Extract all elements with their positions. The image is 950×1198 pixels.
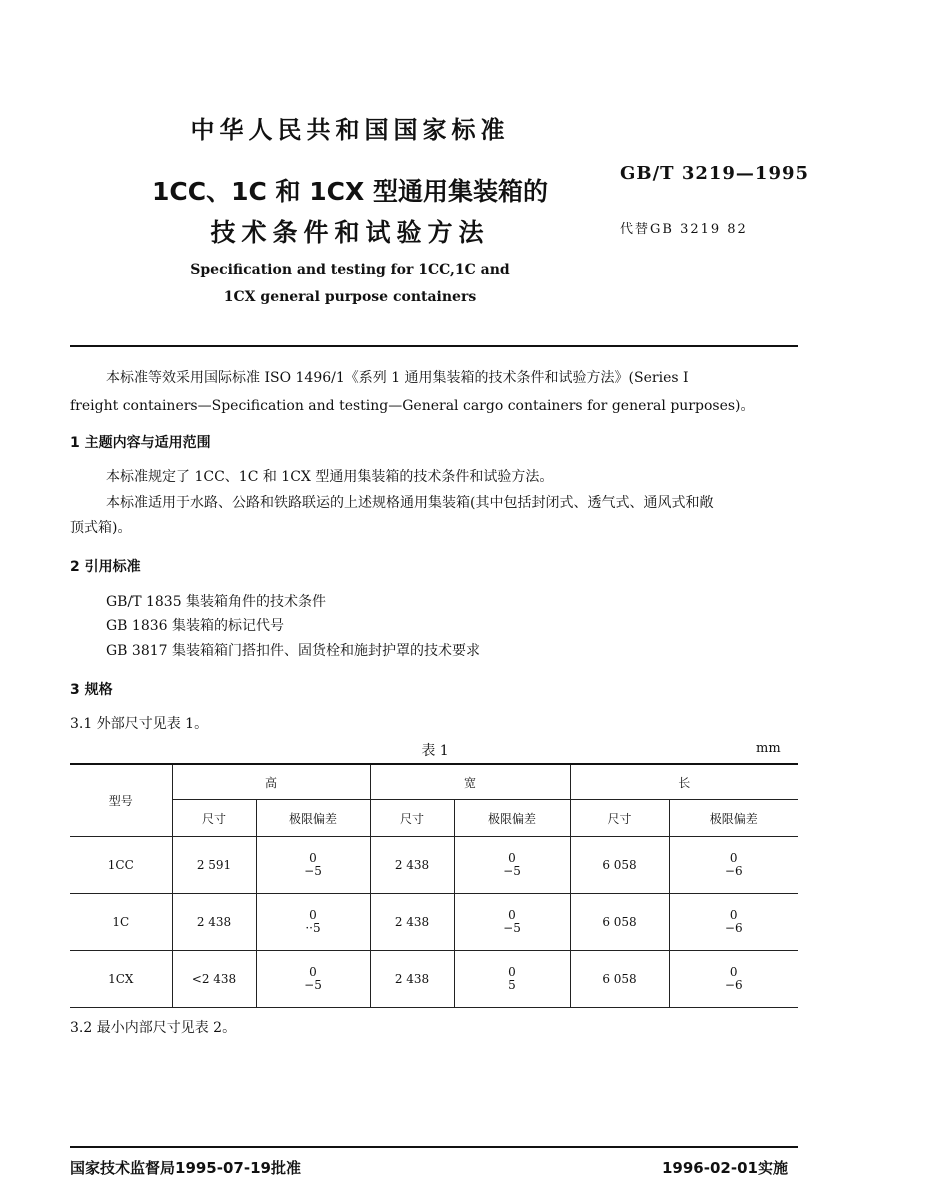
col-header-tolerance: 极限偏差 (256, 800, 370, 837)
cell-model: 1CX (70, 951, 172, 1008)
section3-sub2: 3.2 最小内部尺寸见表 2。 (70, 1020, 237, 1036)
title-cn-line1: 1CC、1C 和 1CX 型通用集装箱的 (152, 177, 548, 206)
cell-model: 1CC (70, 837, 172, 894)
dimensions-table (70, 763, 798, 1008)
cell-height-tolerance: 0 ··5 (256, 894, 370, 951)
table-row (70, 951, 798, 1008)
table-row (70, 894, 798, 951)
table-row (70, 837, 798, 894)
cell-height-size: 2 591 (172, 837, 256, 894)
reference-item: GB 1836 集装箱的标记代号 (106, 618, 285, 634)
cell-height-tolerance: 0 −5 (256, 951, 370, 1008)
col-header-size: 尺寸 (570, 800, 669, 837)
cell-height-size: 2 438 (172, 894, 256, 951)
col-header-size: 尺寸 (370, 800, 454, 837)
col-header-tolerance: 极限偏差 (454, 800, 570, 837)
cell-width-size: 2 438 (370, 894, 454, 951)
cell-length-tolerance: 0 −6 (669, 837, 798, 894)
cell-width-size: 2 438 (370, 837, 454, 894)
cell-width-tolerance: 0 5 (454, 951, 570, 1008)
col-header-tolerance: 极限偏差 (669, 800, 798, 837)
footer-divider (70, 1146, 798, 1148)
col-header-model: 型号 (70, 764, 172, 837)
section1-para2-line1: 本标准适用于水路、公路和铁路联运的上述规格通用集装箱(其中包括封闭式、透气式、通风式和敞 (106, 495, 714, 511)
cell-width-tolerance: 0 −5 (454, 837, 570, 894)
col-header-width: 宽 (370, 764, 570, 800)
intro-line2: freight containers—Specification and testing—General cargo containers for general purposes)。 (70, 398, 755, 414)
col-header-size: 尺寸 (172, 800, 256, 837)
cell-model: 1C (70, 894, 172, 951)
header-divider (70, 345, 798, 347)
table-title: 表 1 (421, 743, 449, 759)
cell-length-tolerance: 0 −6 (669, 951, 798, 1008)
title-en-line2: 1CX general purpose containers (223, 289, 477, 305)
cell-height-size: <2 438 (172, 951, 256, 1008)
cell-width-size: 2 438 (370, 951, 454, 1008)
cell-length-size: 6 058 (570, 894, 669, 951)
reference-item: GB/T 1835 集装箱角件的技术条件 (106, 594, 327, 610)
col-header-length: 长 (570, 764, 798, 800)
section3-sub1: 3.1 外部尺寸见表 1。 (70, 716, 209, 732)
section2-heading: 2 引用标准 (70, 559, 141, 575)
cell-length-tolerance: 0 −6 (669, 894, 798, 951)
col-header-height: 高 (172, 764, 370, 800)
section1-para1: 本标准规定了 1CC、1C 和 1CX 型通用集装箱的技术条件和试验方法。 (106, 469, 554, 485)
cell-length-size: 6 058 (570, 837, 669, 894)
section1-para2-line2: 顶式箱)。 (70, 520, 132, 536)
intro-line1: 本标准等效采用国际标准 ISO 1496/1《系列 1 通用集装箱的技术条件和试验方法》(Series I (106, 370, 689, 386)
cell-height-tolerance: 0 −5 (256, 837, 370, 894)
standard-title: 中华人民共和国国家标准 (190, 116, 510, 144)
cell-length-size: 6 058 (570, 951, 669, 1008)
table-unit: mm (756, 741, 781, 756)
section3-heading: 3 规格 (70, 682, 113, 698)
cell-width-tolerance: 0 −5 (454, 894, 570, 951)
title-cn-line2: 技术条件和试验方法 (210, 218, 490, 247)
reference-item: GB 3817 集装箱箱门搭扣件、固货栓和施封护罩的技术要求 (106, 643, 480, 659)
title-en-line1: Specification and testing for 1CC,1C and (190, 262, 510, 278)
approval-date: 国家技术监督局1995-07-19批准 (70, 1159, 301, 1177)
effective-date: 1996-02-01实施 (662, 1159, 788, 1177)
standard-code: GB/T 3219—1995 (620, 163, 810, 184)
section1-heading: 1 主题内容与适用范围 (70, 435, 211, 451)
replaces-note: 代替GB 3219 82 (620, 222, 748, 237)
